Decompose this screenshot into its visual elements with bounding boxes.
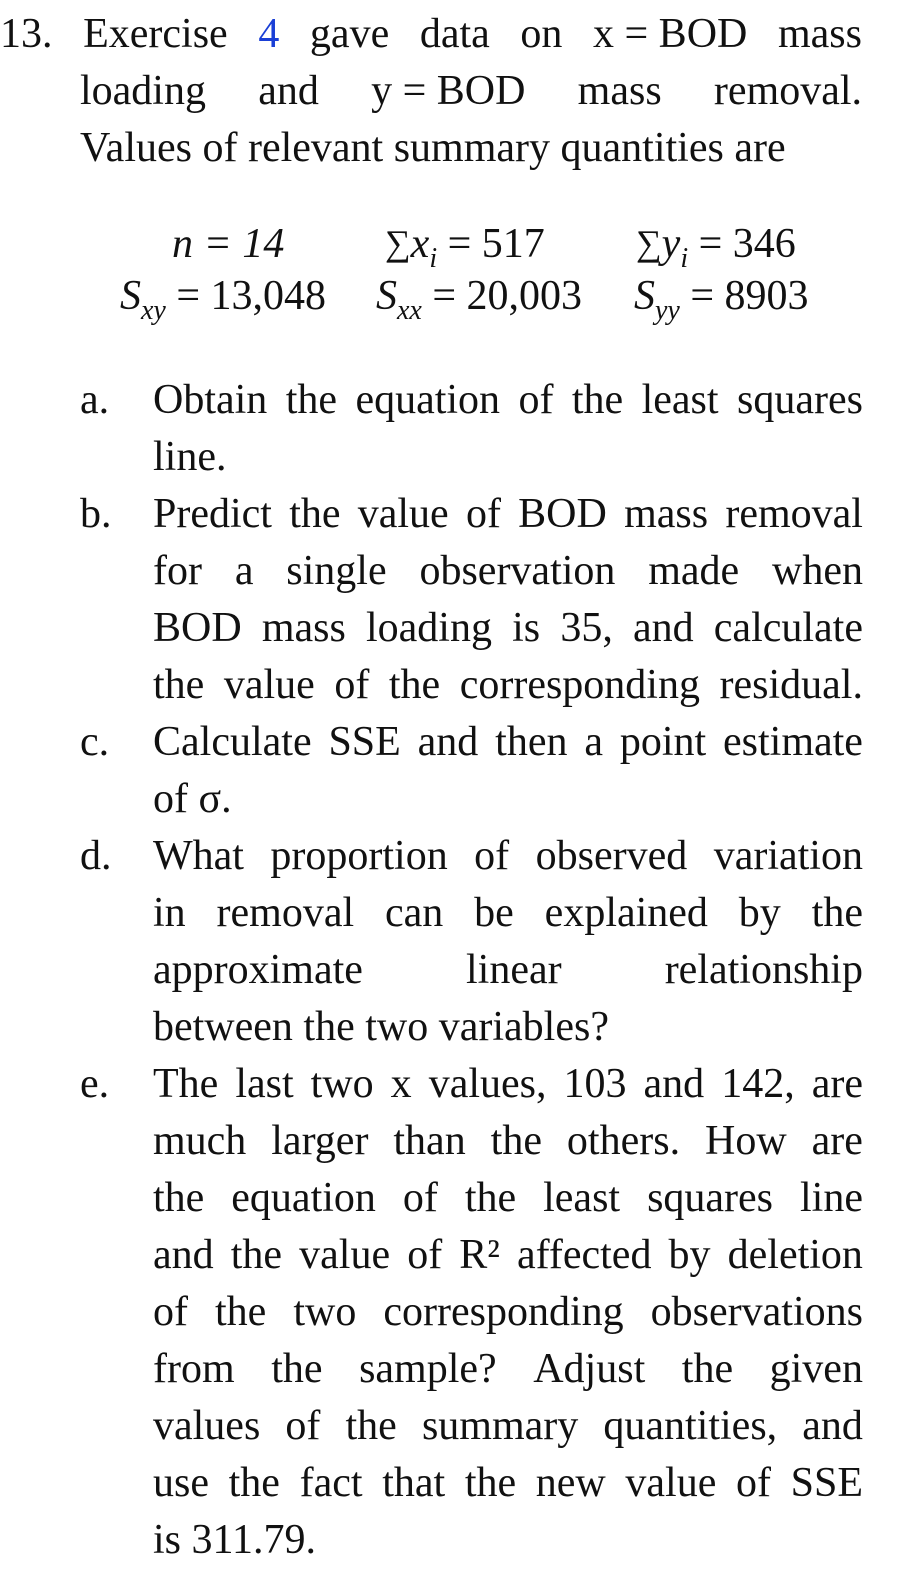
text-line: the value of the corresponding residual. <box>153 662 863 708</box>
text-line: the equation of the least squares line <box>153 1175 863 1221</box>
sigma-icon: ∑ <box>636 223 662 263</box>
stat-sum-y: $\sum y_i = 346$ <box>636 221 796 274</box>
intro-line-2: loading and y = BOD mass removal. <box>80 68 862 114</box>
text-line: between the two variables? <box>153 1004 609 1050</box>
part-letter: b. <box>80 491 112 537</box>
stat-syy: $S_{yy} = 8903$ <box>634 273 809 326</box>
text-line: What proportion of observed variation <box>153 833 863 879</box>
text-line: line. <box>153 434 227 480</box>
text-line: The last two x values, 103 and 142, are <box>153 1061 863 1107</box>
text-line: approximate linear relationship <box>153 947 863 993</box>
text-line: from the sample? Adjust the given <box>153 1346 863 1392</box>
intro-line-3: Values of relevant summary quantities are <box>80 125 786 171</box>
text-line: BOD mass loading is 35, and calculate <box>153 605 863 651</box>
text-line: Predict the value of BOD mass removal <box>153 491 863 537</box>
problem-intro <box>0 6 862 177</box>
part-e <box>0 1056 903 1569</box>
text-line: Calculate SSE and then a point estimate <box>153 719 863 765</box>
text-line: Obtain the equation of the least squares <box>153 377 863 423</box>
part-text <box>153 372 863 486</box>
part-letter: a. <box>80 377 110 423</box>
text-line: of the two corresponding observations <box>153 1289 863 1335</box>
part-letter: d. <box>80 833 112 879</box>
text-line: much larger than the others. How are <box>153 1118 863 1164</box>
part-b <box>0 486 903 714</box>
exercise-parts <box>0 372 903 1569</box>
part-text <box>153 486 863 714</box>
problem-number: 13. <box>0 11 53 57</box>
sigma-icon: ∑ <box>385 223 411 263</box>
stat-n: n = 14 <box>172 221 285 267</box>
part-letter: e. <box>80 1061 110 1107</box>
text-line: use the fact that the new value of SSE <box>153 1460 863 1506</box>
part-d <box>0 828 903 1056</box>
text-line: in removal can be explained by the <box>153 890 863 936</box>
text-line: values of the summary quantities, and <box>153 1403 863 1449</box>
stat-sxy: $S_{xy} = 13,048$ <box>120 273 327 326</box>
text-line: of σ. <box>153 776 232 822</box>
part-text <box>153 1056 863 1569</box>
part-letter: c. <box>80 719 110 765</box>
text-line: is 311.79. <box>153 1517 316 1563</box>
exercise-link[interactable]: 4 <box>258 11 280 57</box>
intro-line-1: 13. Exercise 4 gave data on x = BOD mass <box>0 6 862 63</box>
part-c <box>0 714 903 828</box>
part-text <box>153 828 863 1056</box>
text-line: and the value of R² affected by deletion <box>153 1232 863 1278</box>
stat-sxx: $S_{xx} = 20,003$ <box>376 273 583 326</box>
part-text <box>153 714 863 828</box>
summary-statistics <box>0 218 903 328</box>
stat-sum-x: $\sum x_i = 517$ <box>385 221 545 274</box>
text-line: for a single observation made when <box>153 548 863 594</box>
part-a <box>0 372 903 486</box>
